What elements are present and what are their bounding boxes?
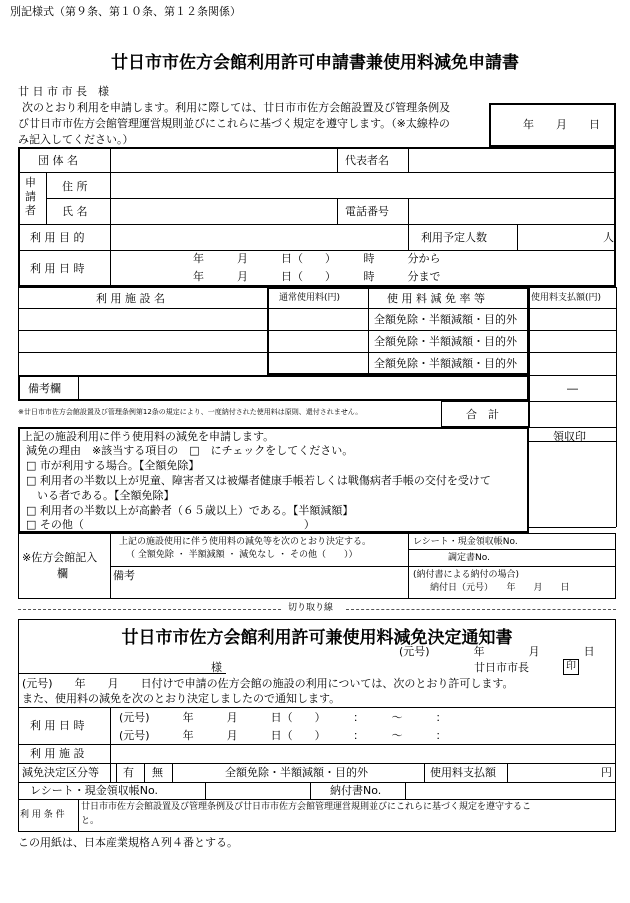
footer-note: この用紙は、日本産業規格Ａ列４番とする。: [18, 836, 238, 849]
total-label: 合 計: [466, 408, 499, 421]
page-title: 廿日市市佐方会館利用許可申請書兼使用料減免申請書: [111, 53, 519, 73]
office-label-1: ※佐方会館記入: [22, 551, 98, 564]
rep-name-input[interactable]: [410, 150, 614, 171]
intro-line-3: み記入してください。）: [18, 133, 134, 146]
exemption-checkbox-elderly[interactable]: □ 利用者の半数以上が高齢者（６５歳以上）である。【半額減額】: [26, 504, 354, 517]
notice-sama: 様: [211, 661, 222, 674]
office-payment-2: 納付日（元号） 年 月 日: [430, 583, 570, 593]
datetime-label: 利 用 日 時: [30, 262, 85, 275]
datetime-to[interactable]: 年 月 日（ ） 時 分まで: [193, 270, 441, 283]
seal-mark: 印: [563, 659, 579, 675]
datetime-from[interactable]: 年 月 日（ ） 時 分から: [193, 252, 441, 265]
exemption-checkbox-other[interactable]: □ その他（ ）: [26, 518, 315, 531]
notice-line-1: (元号) 年 月 日付けで申請の佐方会館の施設の利用については、次のとおり許可します。: [22, 677, 514, 690]
person-unit: 人: [603, 231, 614, 244]
exemption-checkbox-children[interactable]: □ 利用者の半数以上が児童、障害者又は被爆者健康手帳若しくは戦傷病者手帳の交付を受けて: [26, 474, 491, 487]
receipt-stamp-label: 領収印: [553, 430, 586, 443]
notice-invoice-label: 納付書No.: [330, 784, 382, 797]
name-input[interactable]: [112, 200, 336, 222]
office-receipt-no: レシート・現金領収帳No.: [413, 537, 518, 547]
notice-terms-1: 廿日市市佐方会館設置及び管理条例及び廿日市市佐方会館管理運営規則並びにこれらに基づく規定を遵守するこ: [81, 802, 532, 812]
intro-line-2: び廿日市市佐方会館管理運営規則並びにこれらに基づく規定を遵守します。（※太線枠の: [18, 117, 450, 130]
office-survey-no: 調定書No.: [448, 553, 490, 563]
notice-mayor: 廿日市市長: [474, 661, 529, 674]
notice-era-date: (元号) 年 月 日: [399, 645, 595, 658]
notice-terms-label: 利 用 条 件: [20, 810, 65, 820]
pay-header: 使用料支払額(円): [531, 293, 602, 303]
group-name-input[interactable]: [112, 150, 336, 171]
applicant-side-label: 申請者: [25, 176, 36, 217]
address-input[interactable]: [112, 174, 614, 196]
fee-header: 通常使用料(円): [279, 293, 341, 303]
date-text: 年 月 日: [523, 118, 600, 131]
remarks-label: 備考欄: [28, 382, 61, 395]
notice-yes: 有: [123, 766, 134, 779]
exemption-checkbox-city[interactable]: □ 市が利用する場合。【全額免除】: [26, 459, 200, 472]
notice-pay-label: 使用料支払額: [430, 766, 496, 779]
notice-category-label: 減免決定区分等: [22, 766, 99, 779]
phone-label: 電話番号: [345, 205, 389, 218]
rate-option-3[interactable]: 全額免除・半額減額・目的外: [374, 357, 517, 370]
addressee: 廿 日 市 市 長 様: [18, 85, 109, 98]
cut-line-label: 切り取り線: [288, 603, 334, 613]
office-payment-1: (納付書による納付の場合): [413, 570, 520, 580]
notice-facility-field: [112, 746, 614, 762]
facility-name-2[interactable]: [20, 332, 265, 351]
notice-datetime-label: 利 用 日 時: [30, 719, 85, 732]
rate-option-2[interactable]: 全額免除・半額減額・目的外: [374, 335, 517, 348]
exemption-line-5: いる者である。【全額免除】: [37, 489, 175, 502]
notice-title: 廿日市市佐方会館利用許可兼使用料減免決定通知書: [121, 628, 513, 648]
remarks-dash: ―: [567, 382, 578, 395]
notice-facility-label: 利 用 施 設: [30, 747, 85, 760]
rate-header: 使 用 料 減 免 率 等: [387, 292, 485, 305]
notice-terms-2: と。: [81, 816, 100, 826]
notice-datetime-to: (元号) 年 月 日（ ） ： ～ ：: [119, 729, 447, 742]
notice-receipt-label: レシート・現金領収帳No.: [30, 784, 158, 797]
notice-datetime-from: (元号) 年 月 日（ ） ： ～ ：: [119, 711, 447, 724]
exemption-line-1: 上記の施設利用に伴う使用料の減免を申請します。: [22, 430, 275, 443]
office-decision-1: 上記の施設使用に伴う使用料の減免等を次のとおり決定する。: [119, 537, 372, 547]
rate-option-1[interactable]: 全額免除・半額減額・目的外: [374, 313, 517, 326]
notice-line-2: また、使用料の減免を次のとおり決定しましたので通知します。: [22, 692, 341, 705]
phone-input[interactable]: [410, 200, 614, 222]
exemption-line-2: 減免の理由 ※該当する項目の □ にチェックをしてください。: [26, 444, 354, 457]
facility-name-header: 利 用 施 設 名: [96, 292, 165, 305]
intro-line-1: 次のとおり利用を申請します。利用に際しては、廿日市市佐方会館設置及び管理条例及: [22, 101, 451, 114]
receipt-stamp-area[interactable]: [531, 443, 615, 525]
group-name-label: 団 体 名: [38, 154, 78, 167]
planned-input[interactable]: [519, 226, 603, 248]
rep-name-label: 代表者名: [345, 154, 389, 167]
facility-name-1[interactable]: [20, 310, 265, 329]
purpose-input[interactable]: [112, 226, 406, 248]
facility-name-3[interactable]: [20, 354, 265, 374]
address-label: 住 所: [62, 180, 88, 193]
notice-no: 無: [152, 766, 163, 779]
name-label: 氏 名: [62, 205, 88, 218]
office-label-2: 欄: [57, 567, 68, 580]
refund-note: ※廿日市市佐方会館設置及び管理条例第12条の規定により、一度納付された使用料は原則、還付されません。: [18, 408, 363, 416]
notice-options: 全額免除・半額減額・目的外: [225, 766, 368, 779]
planned-label: 利用予定人数: [421, 231, 487, 244]
form-label: 別記様式（第９条、第１０条、第１２条関係）: [10, 5, 241, 18]
notice-yen: 円: [601, 766, 612, 779]
remarks-input[interactable]: [80, 377, 527, 399]
office-remarks: 備考: [113, 569, 135, 582]
office-decision-2[interactable]: （ 全額免除 ・ 半額減額 ・ 減免なし ・ その他（ ））: [126, 550, 358, 560]
purpose-label: 利 用 目 的: [30, 231, 85, 244]
